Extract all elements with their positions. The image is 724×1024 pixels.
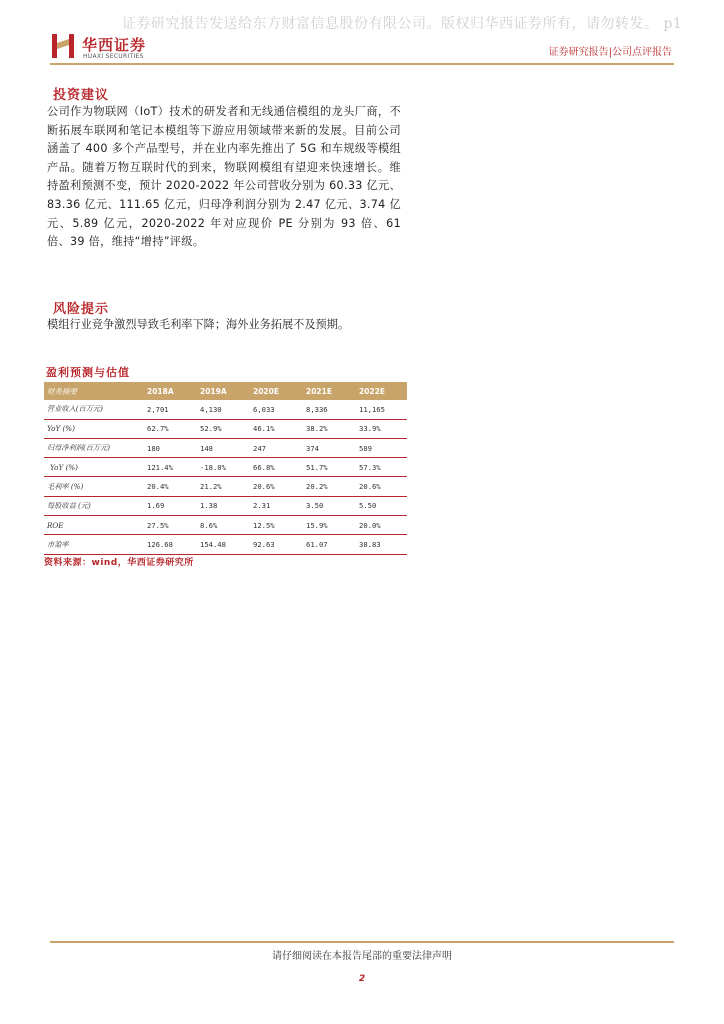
page-number: 2: [358, 974, 366, 984]
table-cell: 11,165: [356, 400, 407, 419]
table-cell: 38.2%: [303, 419, 356, 438]
table-cell: 8,336: [303, 400, 356, 419]
table-cell: 46.1%: [250, 419, 303, 438]
table-cell: 61.07: [303, 535, 356, 554]
investment-advice-title: 投资建议: [53, 88, 110, 103]
huaxi-logo: [50, 32, 160, 64]
table-cell: 38.83: [356, 535, 407, 554]
financial-summary-table: [44, 382, 407, 555]
row-label: 市盈率: [44, 535, 144, 554]
forecast-section-title: 盈利预测与估值: [46, 366, 130, 379]
table-cell: 20.6%: [356, 477, 407, 496]
table-row: [44, 477, 407, 496]
table-row: [44, 419, 407, 438]
table-cell: 3.50: [303, 496, 356, 515]
table-header-year: 2018A: [144, 382, 197, 400]
table-cell: 374: [303, 438, 356, 457]
table-cell: 8.6%: [197, 516, 250, 535]
table-row: [44, 535, 407, 554]
table-cell: 5.50: [356, 496, 407, 515]
row-label: ROE: [44, 516, 144, 535]
table-cell: 66.8%: [250, 458, 303, 477]
table-cell: 4,130: [197, 400, 250, 419]
row-label: 归母净利润(百万元): [44, 438, 144, 457]
table-cell: 6,033: [250, 400, 303, 419]
table-header-year: 2021E: [303, 382, 356, 400]
table-cell: 21.2%: [197, 477, 250, 496]
huaxi-logo-icon: [50, 32, 76, 60]
table-cell: 180: [144, 438, 197, 457]
table-cell: 57.3%: [356, 458, 407, 477]
table-cell: 20.0%: [356, 516, 407, 535]
table-row: [44, 400, 407, 419]
data-source-note: 资料来源：wind，华西证券研究所: [44, 558, 194, 568]
table-cell: 1.38: [197, 496, 250, 515]
footer-divider: [50, 941, 674, 943]
logo-chinese-name: 华西证券: [82, 36, 147, 54]
watermark-text: 证券研究报告发送给东方财富信息股份有限公司。版权归华西证券所有，请勿转发。 p1: [122, 16, 683, 32]
table-cell: 62.7%: [144, 419, 197, 438]
report-type-label: 证券研究报告|公司点评报告: [548, 47, 672, 58]
table-header-label: 财务摘要: [44, 382, 144, 400]
row-label: 每股收益 (元): [44, 496, 144, 515]
table-header-year: 2019A: [197, 382, 250, 400]
legal-notice: 请仔细阅读在本报告尾部的重要法律声明: [272, 951, 452, 962]
row-label: 营业收入(百万元): [44, 400, 144, 419]
table-row: [44, 458, 407, 477]
table-cell: 92.63: [250, 535, 303, 554]
logo-english-name: HUAXI SECURITIES: [83, 53, 144, 60]
table-cell: 20.4%: [144, 477, 197, 496]
table-cell: 51.7%: [303, 458, 356, 477]
table-cell: 12.5%: [250, 516, 303, 535]
table-cell: 33.9%: [356, 419, 407, 438]
table-row: [44, 496, 407, 515]
table-row: [44, 516, 407, 535]
table-cell: 589: [356, 438, 407, 457]
risk-warning-title: 风险提示: [53, 302, 110, 317]
row-label: 毛利率 (%): [44, 477, 144, 496]
header-divider: [50, 63, 674, 65]
table-cell: 2.31: [250, 496, 303, 515]
table-cell: 121.4%: [144, 458, 197, 477]
table-cell: 15.9%: [303, 516, 356, 535]
table-cell: 52.9%: [197, 419, 250, 438]
table-cell: 148: [197, 438, 250, 457]
table-cell: 2,701: [144, 400, 197, 419]
table-header-row: [44, 382, 407, 400]
table-cell: 126.68: [144, 535, 197, 554]
table-cell: 20.2%: [303, 477, 356, 496]
table-cell: 247: [250, 438, 303, 457]
row-label: YoY (%): [44, 458, 144, 477]
table-cell: -18.0%: [197, 458, 250, 477]
table-cell: 154.48: [197, 535, 250, 554]
table-cell: 20.6%: [250, 477, 303, 496]
table-header-year: 2022E: [356, 382, 407, 400]
table-cell: 1.69: [144, 496, 197, 515]
investment-advice-body: 公司作为物联网（IoT）技术的研发者和无线通信模组的龙头厂商，不断拓展车联网和笔记本模组等下游应用领域带来新的发展。目前公司涵盖了 400 多个产品型号，并在业内率先推出了 5G 和车规级等模组产品。随着万物互联时代的到来，物联网模组有望迎来快速增长。维持盈利预测不变，预计 2020-2022 年公司营收分别为 60.33 亿元、83.36 亿元、111.65 亿元，归母净利润分别为 2.47 亿元、3.74 亿元、5.89 亿元，2020-2022 年对应现价 PE 分别为 93 倍、61 倍、39 倍，维持“增持”评级。: [47, 105, 401, 249]
table-cell: 27.5%: [144, 516, 197, 535]
table-row: [44, 438, 407, 457]
risk-warning-body: 模组行业竞争激烈导致毛利率下降；海外业务拓展不及预期。: [47, 318, 350, 331]
row-label: YoY (%): [44, 419, 144, 438]
table-header-year: 2020E: [250, 382, 303, 400]
